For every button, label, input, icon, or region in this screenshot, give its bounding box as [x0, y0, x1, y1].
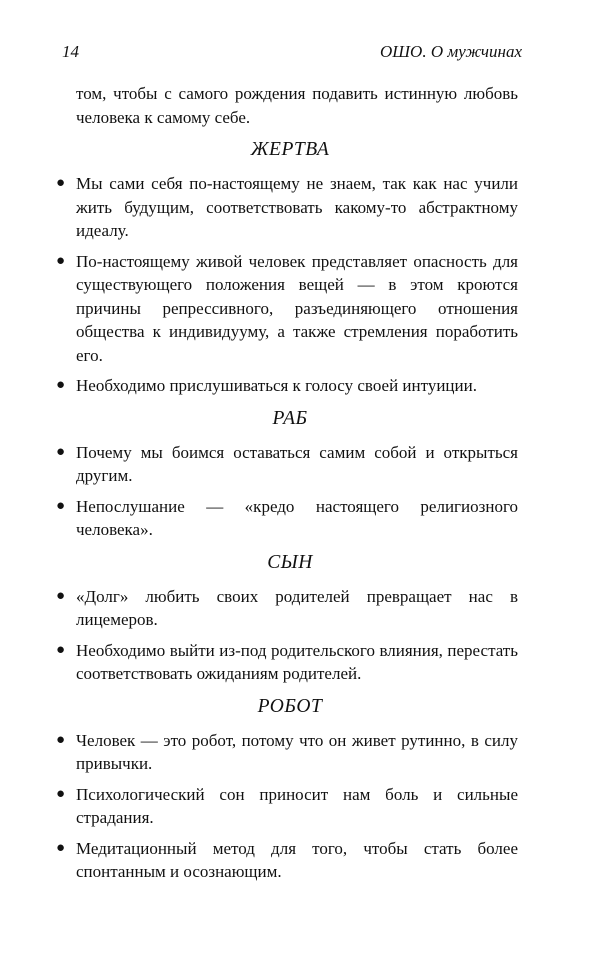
section-list-rab	[56, 441, 518, 542]
list-item-text: «Долг» любить своих родителей превращает нас в лицемеров.	[76, 586, 518, 629]
section-title-zhertva: ЖЕРТВА	[250, 139, 330, 160]
list-item	[56, 837, 518, 884]
list-item	[56, 441, 518, 488]
bullet-icon: ●	[56, 731, 66, 748]
intro-paragraph: том, чтобы с самого рождения подавить истинную любовь человека к самому себе.	[76, 84, 518, 127]
bullet-icon: ●	[56, 839, 66, 856]
list-item	[56, 729, 518, 776]
bullet-icon: ●	[56, 497, 66, 514]
list-item-text: Медитационный метод для того, чтобы стать более спонтанным и осознающим.	[76, 838, 518, 881]
list-item	[56, 783, 518, 830]
section-title-syn: СЫН	[267, 551, 313, 573]
page-number: 14	[62, 42, 79, 61]
section-title-rab: РАБ	[272, 407, 308, 429]
section-list-zhertva	[56, 172, 518, 398]
bullet-icon: ●	[56, 641, 66, 658]
list-item-text: Мы сами себя по-настоящему не знаем, так как нас учили жить будущим, соответствовать какому-то абстрактному идеалу.	[76, 174, 518, 240]
bullet-icon: ●	[56, 175, 66, 191]
list-item-text: Почему мы боимся оставаться самим собой и открыться другим.	[76, 442, 518, 485]
list-item-text: Необходимо выйти из-под родительского влияния, перестать соответствовать ожиданиям родителей.	[76, 640, 518, 683]
bullet-icon: ●	[56, 587, 66, 604]
section-list-syn	[56, 585, 518, 686]
list-item	[56, 172, 518, 243]
list-item-text: Психологический сон приносит нам боль и сильные страдания.	[76, 784, 518, 827]
bullet-icon: ●	[56, 443, 66, 460]
page-body	[56, 82, 518, 891]
list-item-text: Человек — это робот, потому что он живет рутинно, в силу привычки.	[76, 730, 518, 773]
section-list-robot	[56, 729, 518, 884]
bullet-icon: ●	[56, 377, 66, 393]
list-item	[56, 374, 518, 398]
bullet-icon: ●	[56, 785, 66, 802]
list-item	[56, 495, 518, 542]
running-title: ОШО. О мужчинах	[380, 42, 522, 61]
list-item-text: Необходимо прислушиваться к голосу своей интуиции.	[76, 376, 477, 395]
bullet-icon: ●	[56, 252, 66, 269]
section-title-robot: РОБОТ	[257, 695, 323, 717]
list-item	[56, 639, 518, 686]
list-item	[56, 250, 518, 368]
list-item-text: По-настоящему живой человек представляет опасность для существующего положения вещей — в этом кроются причины репрессивного, разъединяющего отношения общества к индивидууму, а также стремления поработить его.	[76, 251, 518, 365]
list-item-text: Непослушание — «кредо настоящего религиозного человека».	[76, 496, 518, 539]
list-item	[56, 585, 518, 632]
